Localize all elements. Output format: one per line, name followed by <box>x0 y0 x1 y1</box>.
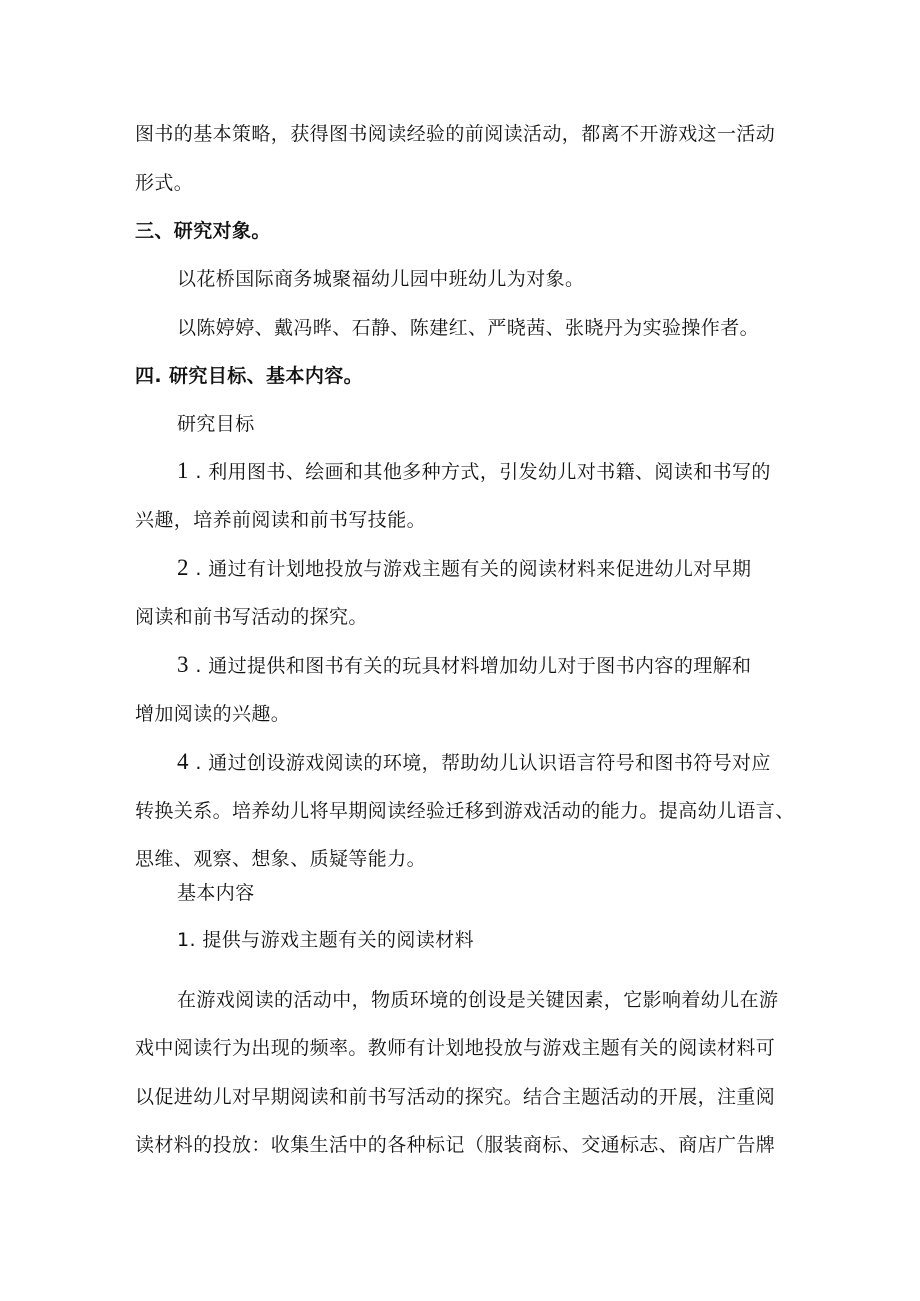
paragraph-line-1: 在游戏阅读的活动中，物质环境的创设是关键因素，它影响着幼儿在游 <box>177 989 779 1011</box>
goal-2-text: . 通过有计划地投放与游戏主题有关的阅读材料来促进幼儿对早期 <box>188 558 752 580</box>
goal-4-number: 4 <box>177 749 189 774</box>
intro-line-1: 图书的基本策略，获得图书阅读经验的前阅读活动，都离不开游戏这一活动 <box>135 123 776 145</box>
goal-4-line-2: 转换关系。培养幼儿将早期阅读经验迁移到游戏活动的能力。提高幼儿语言、 <box>135 800 795 822</box>
paragraph-line-3: 以促进幼儿对早期阅读和前书写活动的探究。结合主题活动的开展，注重阅 <box>135 1086 776 1108</box>
paragraph-line-2: 戏中阅读行为出现的频率。教师有计划地投放与游戏主题有关的阅读材料可 <box>135 1037 776 1059</box>
goal-2-line-2: 阅读和前书写活动的探究。 <box>135 606 368 628</box>
section-4-heading: 四. 研究目标、基本内容。 <box>135 365 364 387</box>
goal-4-line-3: 思维、观察、想象、质疑等能力。 <box>135 848 427 870</box>
goal-2-number: 2 <box>177 555 189 580</box>
paragraph-line-4: 读材料的投放：收集生活中的各种标记（服装商标、交通标志、商店广告牌 <box>135 1134 776 1156</box>
goal-3-line-2: 增加阅读的兴趣。 <box>135 703 291 725</box>
intro-line-2: 形式。 <box>135 172 194 194</box>
goals-title: 研究目标 <box>177 413 255 435</box>
goal-1-text: . 利用图书、绘画和其他多种方式，引发幼儿对书籍、阅读和书写的 <box>188 461 771 483</box>
goal-1-number: 1 <box>177 458 189 483</box>
goal-2-line-1 <box>177 556 751 581</box>
content-item-1: 1. 提供与游戏主题有关的阅读材料 <box>177 929 474 951</box>
goal-3-line-1 <box>177 653 751 678</box>
section-3-heading: 三、研究对象。 <box>135 220 271 242</box>
goal-3-number: 3 <box>177 652 189 677</box>
goal-4-line-1 <box>177 750 771 775</box>
goal-4-text: . 通过创设游戏阅读的环境，帮助幼儿认识语言符号和图书符号对应 <box>188 752 771 774</box>
content-title: 基本内容 <box>177 882 255 904</box>
goal-1-line-2: 兴趣，培养前阅读和前书写技能。 <box>135 509 427 531</box>
section-3-paragraph-1: 以花桥国际商务城聚福幼儿园中班幼儿为对象。 <box>177 268 585 290</box>
section-3-paragraph-2: 以陈婷婷、戴冯晔、石静、陈建红、严晓茜、张晓丹为实验操作者。 <box>177 317 760 339</box>
goal-1-line-1 <box>177 459 771 484</box>
goal-3-text: . 通过提供和图书有关的玩具材料增加幼儿对于图书内容的理解和 <box>188 655 752 677</box>
